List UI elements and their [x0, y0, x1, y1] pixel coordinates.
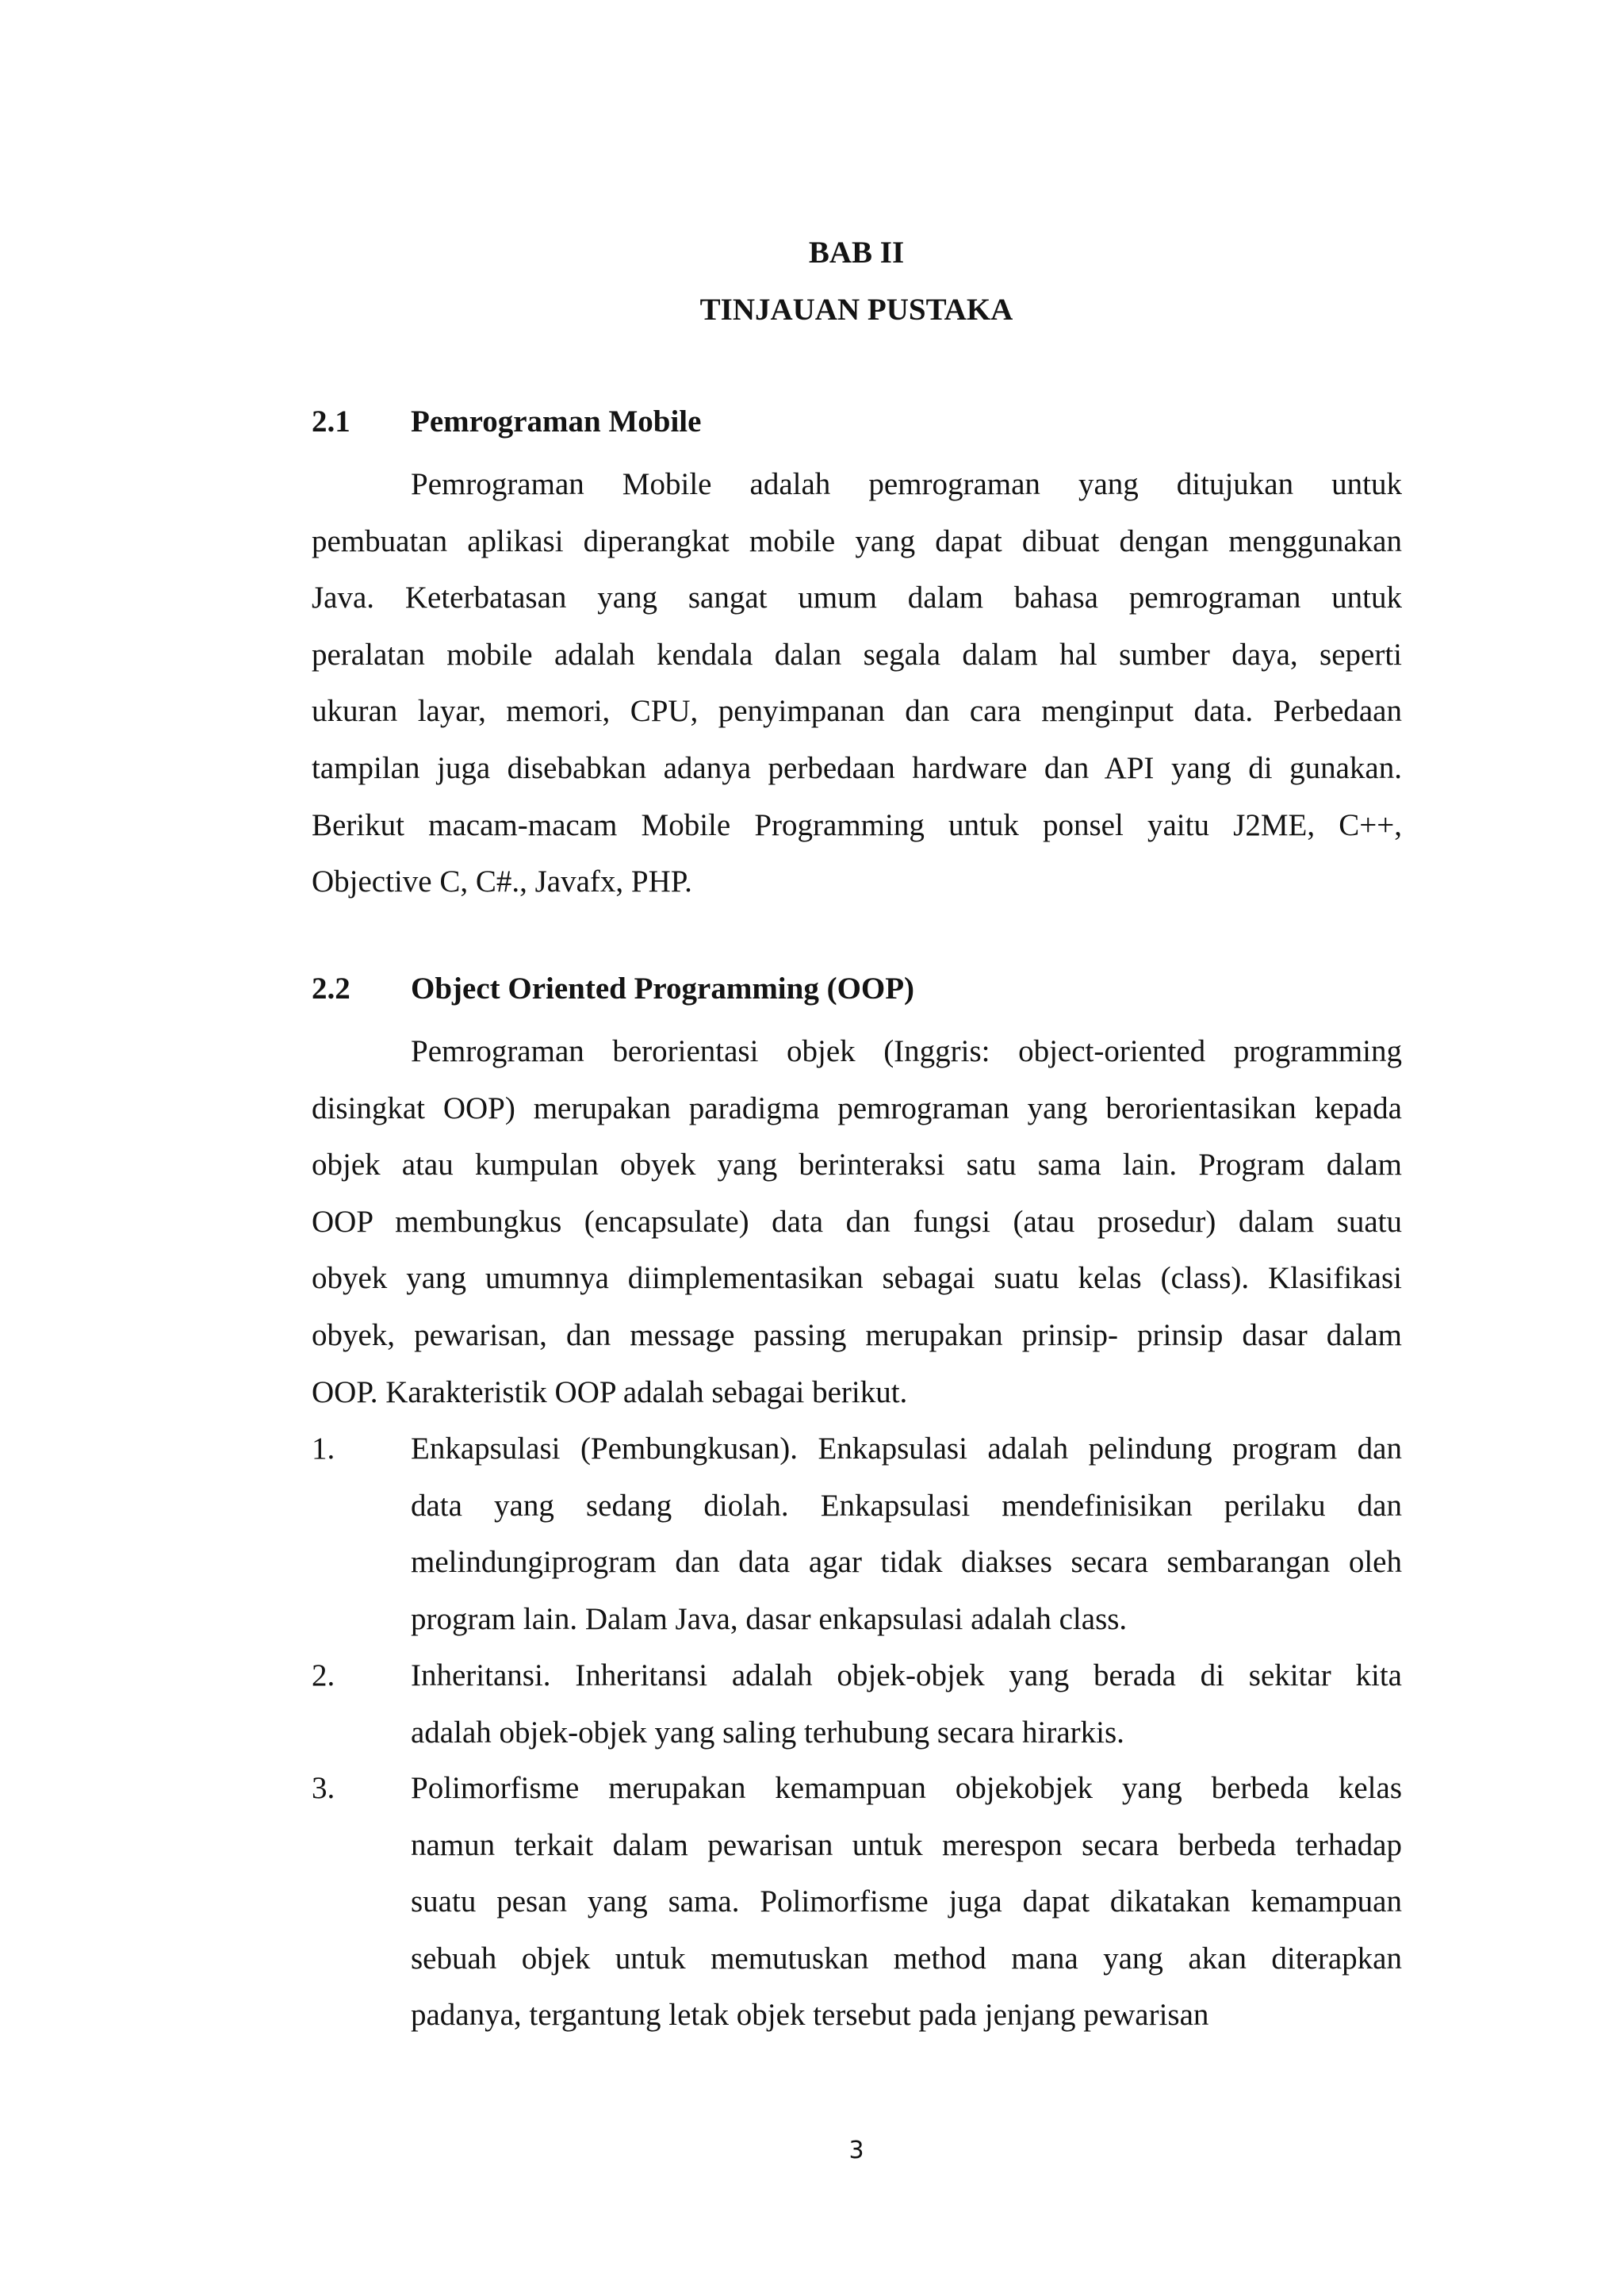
paragraph-line: obyek, pewarisan, dan message passing merupakan prinsip- prinsip dasar dalam [312, 1317, 1402, 1352]
paragraph-line: OOP. Karakteristik OOP adalah sebagai berikut. [312, 1374, 908, 1409]
paragraph-line: Pemrograman berorientasi objek (Inggris: object-oriented programming [411, 1034, 1402, 1068]
paragraph-line: pembuatan aplikasi diperangkat mobile yang dapat dibuat dengan menggunakan [312, 523, 1402, 558]
list-item-body [411, 1760, 1402, 2044]
list-item-body [411, 1647, 1402, 1761]
list-item-line: sebuah objek untuk memutuskan method mana yang akan diterapkan [411, 1941, 1402, 1976]
section-2-2-paragraph [312, 1023, 1402, 1420]
list-item-line: padanya, tergantung letak objek tersebut pada jenjang pewarisan [411, 1998, 1209, 2033]
section-number: 2.1 [312, 404, 350, 439]
paragraph-line: obyek yang umumnya diimplementasikan sebagai suatu kelas (class). Klasifikasi [312, 1261, 1402, 1296]
paragraph-line: tampilan juga disebabkan adanya perbedaan hardware dan API yang di gunakan. [312, 750, 1402, 785]
section-title: Pemrograman Mobile [411, 404, 702, 439]
list-item-marker: 2. [312, 1658, 335, 1692]
section-heading-2-2 [312, 970, 914, 1008]
list-item-body [411, 1420, 1402, 1647]
section-number: 2.2 [312, 972, 350, 1006]
list-item-marker: 3. [312, 1771, 335, 1805]
paragraph-line: Pemrograman Mobile adalah pemrograman yang ditujukan untuk [411, 467, 1402, 501]
list-item-line: program lain. Dalam Java, dasar enkapsulasi adalah class. [411, 1601, 1128, 1636]
paragraph-line: objek atau kumpulan obyek yang berinteraksi satu sama lain. Program dalam [312, 1148, 1402, 1182]
list-item-line: Inheritansi. Inheritansi adalah objek-objek yang berada di sekitar kita [411, 1658, 1402, 1692]
paragraph-line: Objective C, C#., Javafx, PHP. [312, 864, 692, 899]
list-item-line: Enkapsulasi (Pembungkusan). Enkapsulasi adalah pelindung program dan [411, 1432, 1402, 1466]
paragraph-line: Java. Keterbatasan yang sangat umum dalam bahasa pemrograman untuk [312, 581, 1402, 615]
list-item-line: data yang sedang diolah. Enkapsulasi mendefinisikan perilaku dan [411, 1488, 1402, 1523]
list-item-line: suatu pesan yang sama. Polimorfisme juga dapat dikatakan kemampuan [411, 1884, 1402, 1919]
paragraph-line: peralatan mobile adalah kendala dalan segala dalam hal sumber daya, seperti [312, 637, 1402, 672]
page-number: 3 [848, 2137, 864, 2164]
list-item-line: melindungiprogram dan data agar tidak diakses secara sembarangan oleh [411, 1545, 1402, 1580]
list-item-line: namun terkait dalam pewarisan untuk merespon secara berbeda terhadap [411, 1827, 1402, 1862]
chapter-number: BAB II [808, 236, 905, 270]
paragraph-line: disingkat OOP) merupakan paradigma pemrograman yang berorientasikan kepada [312, 1091, 1402, 1125]
paragraph-line: ukuran layar, memori, CPU, penyimpanan dan cara menginput data. Perbedaan [312, 694, 1402, 729]
chapter-title: TINJAUAN PUSTAKA [699, 293, 1013, 327]
section-title: Object Oriented Programming (OOP) [411, 972, 915, 1006]
paragraph-line: Berikut macam-macam Mobile Programming untuk ponsel yaitu J2ME, C++, [312, 807, 1402, 842]
list-item-line: Polimorfisme merupakan kemampuan objekobjek yang berbeda kelas [411, 1771, 1402, 1805]
paragraph-line: OOP membungkus (encapsulate) data dan fungsi (atau prosedur) dalam suatu [312, 1204, 1402, 1239]
section-heading-2-1 [312, 403, 701, 441]
section-2-1-paragraph [312, 456, 1402, 910]
list-item-marker: 1. [312, 1432, 335, 1466]
list-item-line: adalah objek-objek yang saling terhubung secara hirarkis. [411, 1715, 1124, 1750]
